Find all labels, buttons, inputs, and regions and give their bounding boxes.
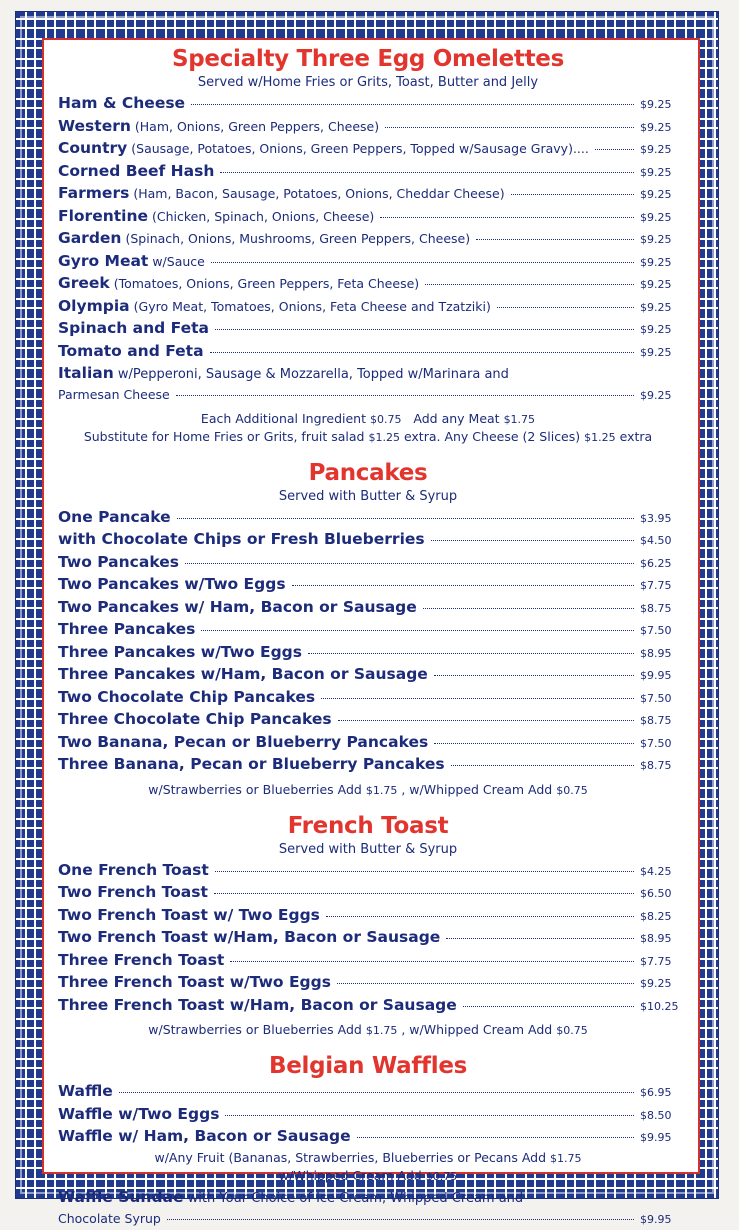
item-price: $8.75 (640, 711, 678, 732)
french-toast-title: French Toast (58, 811, 678, 841)
item-price: $10.25 (640, 997, 678, 1018)
item-price: $9.25 (640, 118, 678, 139)
leader-dots (214, 893, 634, 894)
leader-dots (176, 395, 634, 396)
item-name: Two Pancakes (58, 552, 179, 573)
menu-item (58, 228, 678, 251)
leader-dots (337, 983, 634, 984)
item-price: $8.75 (640, 756, 678, 777)
item-desc: (Chicken, Spinach, Onions, Cheese) (152, 207, 374, 228)
leader-dots (119, 1092, 634, 1093)
item-price: $8.25 (640, 907, 678, 928)
menu-item (58, 732, 678, 755)
item-name: Tomato and Feta (58, 341, 204, 362)
item-desc: w/Pepperoni, Sausage & Mozzarella, Topped w/Marinara and (118, 367, 509, 382)
omelettes-extras-1: Each Additional Ingredient $0.75 Add any Meat $1.75 (58, 410, 678, 428)
leader-dots (423, 608, 634, 609)
leader-dots (230, 961, 634, 962)
item-desc: (Gyro Meat, Tomatoes, Onions, Feta Cheese and Tzatziki) (134, 297, 491, 318)
leader-dots (215, 329, 634, 330)
item-name: Two Banana, Pecan or Blueberry Pancakes (58, 732, 428, 753)
omelettes-subtitle: Served w/Home Fries or Grits, Toast, Butter and Jelly (58, 74, 678, 91)
leader-dots (215, 871, 634, 872)
item-name: Italian (58, 364, 114, 382)
leader-dots (220, 172, 634, 173)
leader-dots (191, 104, 634, 105)
item-desc: (Ham, Onions, Green Peppers, Cheese) (135, 117, 379, 138)
french-toast-addons-note: w/Strawberries or Blueberries Add $1.75 , w/Whipped Cream Add $0.75 (58, 1021, 678, 1039)
waffles-fruit-note: w/Any Fruit (Bananas, Strawberries, Blueberries or Pecans Add $1.75 (58, 1149, 678, 1167)
item-desc: (Ham, Bacon, Sausage, Potatoes, Onions, Cheddar Cheese) (133, 184, 504, 205)
item-price: $9.25 (640, 974, 678, 995)
menu-item (58, 116, 678, 139)
menu-item (58, 882, 678, 905)
leader-dots (185, 563, 634, 564)
item-name: Spinach and Feta (58, 318, 209, 339)
item-desc: (Tomatoes, Onions, Green Peppers, Feta Cheese) (114, 274, 419, 295)
item-name: Garden (58, 228, 121, 249)
item-price: $9.25 (640, 95, 678, 116)
menu-content (58, 44, 678, 1230)
item-desc: with Your Choice of Ice Cream, Whipped Cream and (188, 1191, 524, 1206)
item-name: Three Pancakes w/Ham, Bacon or Sausage (58, 664, 428, 685)
pancakes-subtitle: Served with Butter & Syrup (58, 488, 678, 505)
menu-item (58, 664, 678, 687)
item-name: Three French Toast w/Ham, Bacon or Sausage (58, 995, 457, 1016)
item-price: $7.50 (640, 734, 678, 755)
menu-item (58, 183, 678, 206)
menu-item (58, 529, 678, 552)
menu-item (58, 1104, 678, 1127)
item-name: Two French Toast w/ Two Eggs (58, 905, 320, 926)
item-price: $9.25 (640, 230, 678, 251)
waffles-list (58, 1081, 678, 1149)
item-name: Three Chocolate Chip Pancakes (58, 709, 332, 730)
menu-item (58, 341, 678, 364)
item-name: Two Pancakes w/Two Eggs (58, 574, 286, 595)
leader-dots (425, 284, 634, 285)
leader-dots (338, 720, 634, 721)
menu-item (58, 296, 678, 319)
item-name: One French Toast (58, 860, 209, 881)
item-price: $9.25 (640, 253, 678, 274)
menu-item (58, 93, 678, 116)
item-name: Greek (58, 273, 110, 294)
waffles-title: Belgian Waffles (58, 1051, 678, 1081)
menu-item (58, 619, 678, 642)
leader-dots (595, 149, 634, 150)
item-name: Western (58, 116, 131, 137)
leader-dots (434, 743, 634, 744)
menu-item (58, 927, 678, 950)
item-price: $7.75 (640, 952, 678, 973)
leader-dots (434, 675, 634, 676)
french-toast-list (58, 860, 678, 1018)
leader-dots (476, 239, 634, 240)
menu-item (58, 905, 678, 928)
item-name: Three Pancakes w/Two Eggs (58, 642, 302, 663)
item-price: $8.95 (640, 644, 678, 665)
item-price: $9.25 (640, 208, 678, 229)
item-name: Waffle Sundae (58, 1188, 184, 1206)
item-name: Two Pancakes w/ Ham, Bacon or Sausage (58, 597, 417, 618)
waffles-cream-note: w/Whipped Cream Add $0.75 (58, 1167, 678, 1185)
menu-item (58, 1081, 678, 1104)
item-name: with Chocolate Chips or Fresh Blueberries (58, 529, 425, 550)
menu-item (58, 642, 678, 665)
item-price: $7.75 (640, 576, 678, 597)
item-price: $4.25 (640, 862, 678, 883)
menu-item (58, 273, 678, 296)
leader-dots (446, 938, 634, 939)
menu-item (58, 709, 678, 732)
leader-dots (451, 765, 634, 766)
omelettes-list (58, 93, 678, 363)
leader-dots (225, 1115, 634, 1116)
item-desc-cont: Chocolate Syrup (58, 1209, 161, 1230)
leader-dots (497, 307, 634, 308)
pancakes-title: Pancakes (58, 458, 678, 488)
item-price: $9.95 (640, 1128, 678, 1149)
menu-item (58, 552, 678, 575)
item-price: $6.25 (640, 554, 678, 575)
menu-item (58, 1126, 678, 1149)
item-name: Two French Toast (58, 882, 208, 903)
item-name: Two French Toast w/Ham, Bacon or Sausage (58, 927, 440, 948)
leader-dots (326, 916, 634, 917)
menu-item (58, 754, 678, 777)
item-price: $4.50 (640, 531, 678, 552)
item-name: Three Pancakes (58, 619, 195, 640)
pancakes-list (58, 507, 678, 777)
item-price: $9.95 (640, 666, 678, 687)
item-name: One Pancake (58, 507, 171, 528)
item-price: $6.95 (640, 1083, 678, 1104)
item-desc: w/Sauce (152, 252, 205, 273)
item-price: $6.50 (640, 884, 678, 905)
item-desc: (Sausage, Potatoes, Onions, Green Peppers, Topped w/Sausage Gravy).... (131, 139, 589, 160)
leader-dots (380, 217, 634, 218)
item-price: $9.25 (640, 298, 678, 319)
leader-dots (357, 1137, 634, 1138)
item-name: Three French Toast (58, 950, 224, 971)
item-name: Two Chocolate Chip Pancakes (58, 687, 315, 708)
item-price: $9.25 (640, 343, 678, 364)
menu-item (58, 161, 678, 184)
menu-item-italian (58, 363, 678, 407)
item-price: $8.75 (640, 599, 678, 620)
item-price: $7.50 (640, 621, 678, 642)
leader-dots (463, 1006, 634, 1007)
menu-item (58, 318, 678, 341)
menu-item-waffle-sundae (58, 1187, 678, 1230)
item-price: $9.25 (640, 185, 678, 206)
item-name: Corned Beef Hash (58, 161, 214, 182)
item-name: Waffle w/ Ham, Bacon or Sausage (58, 1126, 351, 1147)
menu-item (58, 860, 678, 883)
menu-item (58, 206, 678, 229)
menu-item (58, 574, 678, 597)
omelettes-extras-2: Substitute for Home Fries or Grits, fruit salad $1.25 extra. Any Cheese (2 Slices) $1.25 extra (58, 428, 678, 446)
item-name: Waffle w/Two Eggs (58, 1104, 219, 1125)
item-name: Country (58, 138, 127, 159)
item-desc: (Spinach, Onions, Mushrooms, Green Peppers, Cheese) (125, 229, 470, 250)
leader-dots (321, 698, 634, 699)
leader-dots (511, 194, 634, 195)
item-name: Three Banana, Pecan or Blueberry Pancakes (58, 754, 445, 775)
item-name: Ham & Cheese (58, 93, 185, 114)
menu-item (58, 507, 678, 530)
leader-dots (167, 1219, 634, 1220)
leader-dots (308, 653, 634, 654)
menu-item (58, 972, 678, 995)
item-name: Gyro Meat (58, 251, 148, 272)
item-price: $9.25 (640, 386, 678, 407)
item-price: $7.50 (640, 689, 678, 710)
leader-dots (385, 127, 634, 128)
leader-dots (201, 630, 634, 631)
item-price: $8.50 (640, 1106, 678, 1127)
item-name: Three French Toast w/Two Eggs (58, 972, 331, 993)
menu-item (58, 687, 678, 710)
french-toast-subtitle: Served with Butter & Syrup (58, 841, 678, 858)
item-price: $9.25 (640, 140, 678, 161)
leader-dots (211, 262, 634, 263)
pancakes-addons-note: w/Strawberries or Blueberries Add $1.75 , w/Whipped Cream Add $0.75 (58, 781, 678, 799)
item-price: $9.95 (640, 1210, 678, 1230)
leader-dots (210, 352, 634, 353)
item-name: Olympia (58, 296, 130, 317)
leader-dots (292, 585, 634, 586)
item-name: Farmers (58, 183, 129, 204)
item-price: $9.25 (640, 320, 678, 341)
menu-item (58, 995, 678, 1018)
item-name: Florentine (58, 206, 148, 227)
leader-dots (177, 518, 634, 519)
item-desc-cont: Parmesan Cheese (58, 385, 170, 406)
menu-item (58, 950, 678, 973)
menu-item (58, 251, 678, 274)
menu-item (58, 597, 678, 620)
menu-item (58, 138, 678, 161)
leader-dots (431, 540, 634, 541)
item-price: $3.95 (640, 509, 678, 530)
item-name: Waffle (58, 1081, 113, 1102)
item-price: $9.25 (640, 163, 678, 184)
item-price: $9.25 (640, 275, 678, 296)
item-price: $8.95 (640, 929, 678, 950)
omelettes-title: Specialty Three Egg Omelettes (58, 44, 678, 74)
